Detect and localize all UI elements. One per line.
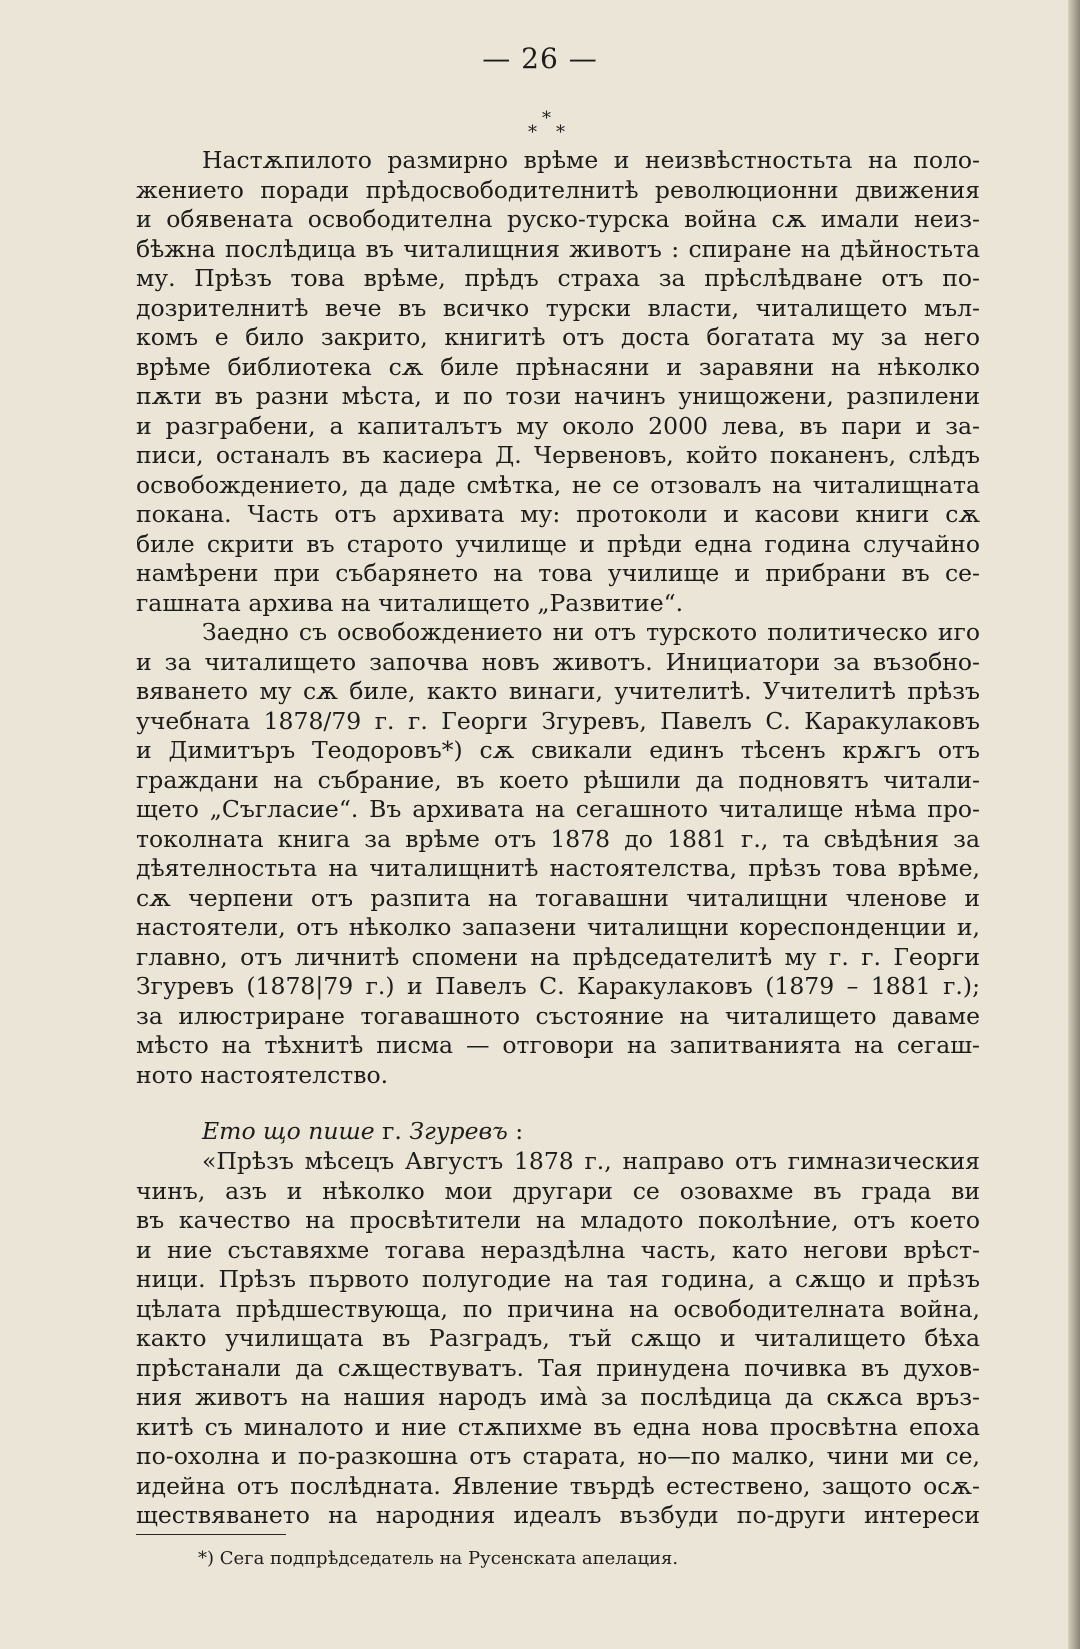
text-line: комъ е било закрито, книгитѣ отъ доста богатата му за него	[136, 323, 980, 351]
text-line: щето „Съгласие“. Въ архивата на сегашното читалище нѣма про-	[136, 795, 980, 823]
text-line: дозрителнитѣ вече въ всичко турски власти, читалището мъл-	[136, 293, 980, 322]
text-line: намѣрени при събарянето на това училище и прибрани въ се-	[136, 559, 980, 587]
text-line: освобождението, да даде смѣтка, не се отзовалъ на читалищната	[136, 470, 980, 499]
text-line: Настѫпилото размирно врѣме и неизвѣстностьта на поло-	[202, 146, 980, 174]
text-line: и обявената освободителна руско-турска война сѫ имали неиз-	[136, 205, 980, 233]
text-line: сѫ черпени отъ разпита на тогавашни читалищни членове и	[136, 883, 980, 912]
text-line: писи, останалъ въ касиера Д. Червеновъ, който поканенъ, слѣдъ	[136, 441, 980, 469]
text-line: цѣлата прѣдшествующа, по причина на освободителната война,	[136, 1294, 980, 1323]
text-line: за илюстриране тогавашното състояние на читалището даваме	[136, 1001, 980, 1030]
text-line: Згуревъ (1878|79 г.) и Павелъ С. Каракулаковъ (1879 – 1881 г.);	[136, 972, 980, 1000]
text-line: ници. Прѣзъ първото полугодие на тая година, а сѫщо и прѣзъ	[136, 1265, 980, 1293]
text-line: дѣятелностьта на читалищнитѣ настоятелства, прѣзъ това врѣме,	[136, 854, 980, 882]
asterism-separator	[520, 110, 580, 146]
text-line: мѣсто на тѣхнитѣ писма — отговори на запитванията на сегаш-	[136, 1031, 980, 1059]
asterisk: *	[528, 122, 537, 143]
text-line: жението поради прѣдосвободителнитѣ революционни движения	[136, 175, 980, 204]
text-line: бѣжна послѣдица въ читалищния животъ : спиране на дѣйностьта	[136, 234, 980, 263]
letter-intro-author: Згуревъ	[409, 1117, 508, 1145]
text-line: китѣ съ миналото и ние стѫпихме въ една нова просвѣтна епоха	[136, 1412, 980, 1441]
text-line: учебната 1878/79 г. г. Георги Згуревъ, Павелъ С. Каракулаковъ	[136, 706, 980, 735]
text-line: и Димитъръ Теодоровъ*) сѫ свикали единъ тѣсенъ крѫгъ отъ	[136, 736, 980, 764]
page-number: — 26 —	[482, 42, 598, 75]
text-line: токолната книга за врѣме отъ 1878 до 1881 г., та свѣдѣния за	[136, 824, 980, 853]
text-line: прѣстанали да сѫществуватъ. Тая принудена почивка въ духов-	[136, 1353, 980, 1382]
text-line: и за читалището започва новъ животъ. Инициатори за възобно-	[136, 647, 980, 676]
text-line: «Прѣзъ мѣсецъ Августъ 1878 г., направо отъ гимназическия	[202, 1147, 980, 1175]
text-line: врѣме библиотека сѫ биле прѣнасяни и заравяни на нѣколко	[136, 352, 980, 381]
text-line: настоятели, отъ нѣколко запазени читалищни кореспонденции и,	[136, 913, 980, 941]
text-line: ния животъ на нашия народъ имà за послѣдица да скѫса връз-	[136, 1383, 980, 1411]
text-line: гашната архива на читалището „Развитие“.	[136, 588, 684, 617]
body-text	[136, 146, 980, 1531]
text-line: граждани на събрание, въ което рѣшили да подновятъ читали-	[136, 765, 980, 794]
letter-intro	[136, 1116, 980, 1147]
letter-intro-lead: Ето що пише	[202, 1117, 375, 1145]
asterisk: *	[542, 108, 551, 129]
paragraph-2	[136, 618, 980, 1090]
text-line: както училищата въ Разградъ, тъй сѫщо и читалището бѣха	[136, 1324, 980, 1352]
text-line: по-охолна и по-разкошна отъ старата, но—по малко, чини ми се,	[136, 1442, 980, 1470]
text-line: вяването му сѫ биле, както винаги, учителитѣ. Учителитѣ прѣзъ	[136, 677, 980, 705]
footnote-rule	[136, 1534, 286, 1535]
text-line: му. Прѣзъ това врѣме, прѣдъ страха за прѣслѣдване отъ по-	[136, 264, 980, 292]
letter-intro-colon: :	[507, 1117, 524, 1145]
text-line: ното настоятелство.	[136, 1060, 389, 1089]
text-line: главно, отъ личнитѣ спомени на прѣдседателитѣ му г. г. Георги	[136, 942, 980, 971]
paragraph-1	[136, 146, 980, 618]
text-line: пѫти въ разни мѣста, и по този начинъ унищожени, разпилени	[136, 382, 980, 410]
text-line: идейна отъ послѣдната. Явление твърдѣ естествено, защото осѫ-	[136, 1471, 980, 1500]
footnote: *) Сега подпрѣдседатель на Русенската апелация.	[198, 1548, 679, 1569]
text-line: Заедно съ освобождението ни отъ турското политическо иго	[202, 618, 980, 646]
text-line: въ качество на просвѣтители на младото поколѣние, отъ което	[136, 1206, 980, 1234]
text-line: и ние съставяхме тогава нераздѣлна часть, като негови врѣст-	[136, 1235, 980, 1264]
text-line: и разграбени, а капиталътъ му около 2000 лева, въ пари и за-	[136, 411, 980, 440]
asterisk: *	[556, 122, 565, 143]
text-line: биле скрити въ старото училище и прѣди една година случайно	[136, 529, 980, 558]
paragraph-3-letter	[136, 1147, 980, 1531]
letter-intro-honorific: г.	[374, 1117, 410, 1145]
text-line: ществяването на народния идеалъ възбуди по-други интереси	[136, 1501, 980, 1529]
text-line: покана. Часть отъ архивата му: протоколи и касови книги сѫ	[136, 500, 980, 528]
paragraph-gap	[136, 1090, 980, 1116]
text-line: чинъ, азъ и нѣколко мои другари се озовахме въ града ви	[136, 1176, 980, 1205]
page-edge-shadow	[1068, 0, 1080, 1649]
